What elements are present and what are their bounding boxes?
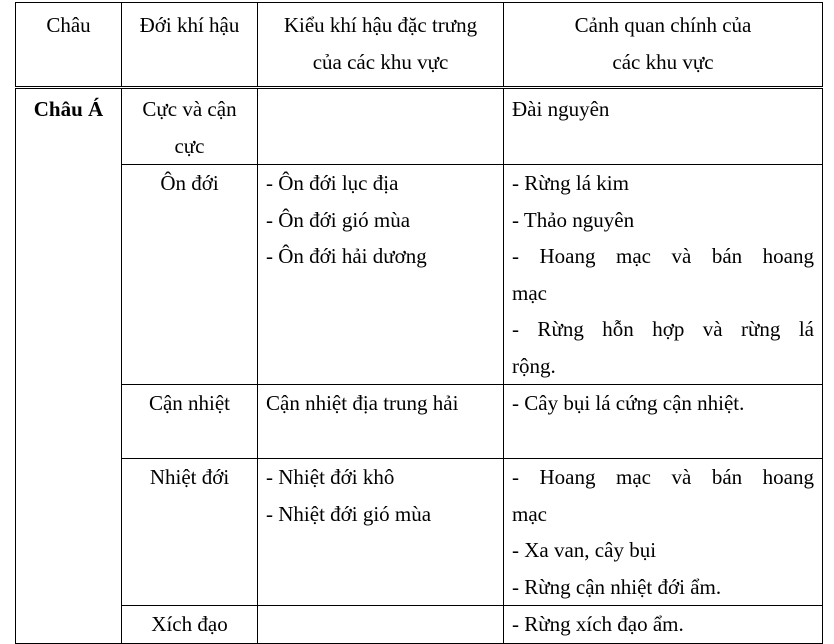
types-cell (258, 385, 504, 459)
zone-line: Nhiệt đới (149, 465, 230, 489)
landscape-line: - Rừng xích đạo ẩm. (512, 612, 684, 636)
zone-line: Cận nhiệt (148, 391, 231, 415)
continent-cell (16, 88, 122, 644)
zone-line: Cực và cận (142, 97, 237, 121)
zone-cell (122, 88, 258, 165)
header-continent (16, 3, 122, 88)
zone-cell (122, 165, 258, 385)
landscape-cell (504, 606, 823, 644)
type-line: - Ôn đới lục địa (266, 171, 399, 195)
continent-label: Châu Á (33, 97, 104, 121)
type-line: - Ôn đới gió mùa (266, 207, 411, 232)
landscape-line: - Hoang mạc và bán hoang (512, 244, 814, 268)
climate-table-container (15, 2, 823, 644)
header-landscape-line2: các khu vực (612, 49, 714, 74)
header-zone (122, 3, 258, 88)
type-line: - Nhiệt đới khô (266, 465, 395, 489)
table-header-row (16, 3, 823, 88)
landscape-line: - Thảo nguyên (512, 207, 635, 232)
table-row (16, 459, 823, 606)
landscape-line: Đài nguyên (512, 97, 610, 121)
header-landscape (504, 3, 823, 88)
landscape-line: - Rừng cận nhiệt đới ẩm. (512, 574, 722, 599)
table-row (16, 88, 823, 165)
landscape-line: mạc (512, 501, 547, 526)
landscape-cell (504, 385, 823, 459)
type-line: Cận nhiệt địa trung hải (266, 391, 459, 415)
zone-line: Ôn đới (160, 171, 219, 195)
header-zone-label: Đới khí hậu (139, 13, 240, 37)
landscape-line: mạc (512, 280, 547, 305)
landscape-line: - Cây bụi lá cứng cận nhiệt. (512, 391, 745, 415)
header-types (258, 3, 504, 88)
landscape-cell (504, 459, 823, 606)
zone-cell (122, 385, 258, 459)
landscape-line: rộng. (512, 353, 556, 378)
header-types-line1: Kiểu khí hậu đặc trưng (283, 13, 478, 37)
landscape-cell (504, 88, 823, 165)
zone-cell (122, 459, 258, 606)
landscape-line: - Rừng lá kim (512, 171, 629, 195)
zone-line: cực (174, 133, 205, 158)
header-continent-label: Châu (46, 13, 91, 37)
types-cell (258, 165, 504, 385)
header-types-line2: của các khu vực (312, 49, 449, 74)
table-row (16, 385, 823, 459)
climate-table (15, 2, 823, 644)
types-cell (258, 606, 504, 644)
types-cell (258, 88, 504, 165)
type-line: - Nhiệt đới gió mùa (266, 501, 432, 526)
zone-cell (122, 606, 258, 644)
zone-line: Xích đạo (151, 612, 228, 636)
header-landscape-line1: Cảnh quan chính của (574, 13, 752, 37)
landscape-line: - Hoang mạc và bán hoang (512, 465, 814, 489)
landscape-line: - Xa van, cây bụi (512, 538, 657, 562)
type-line: - Ôn đới hải dương (266, 244, 427, 268)
table-row (16, 165, 823, 385)
types-cell (258, 459, 504, 606)
landscape-cell (504, 165, 823, 385)
table-row (16, 606, 823, 644)
landscape-line: - Rừng hỗn hợp và rừng lá (512, 317, 814, 341)
